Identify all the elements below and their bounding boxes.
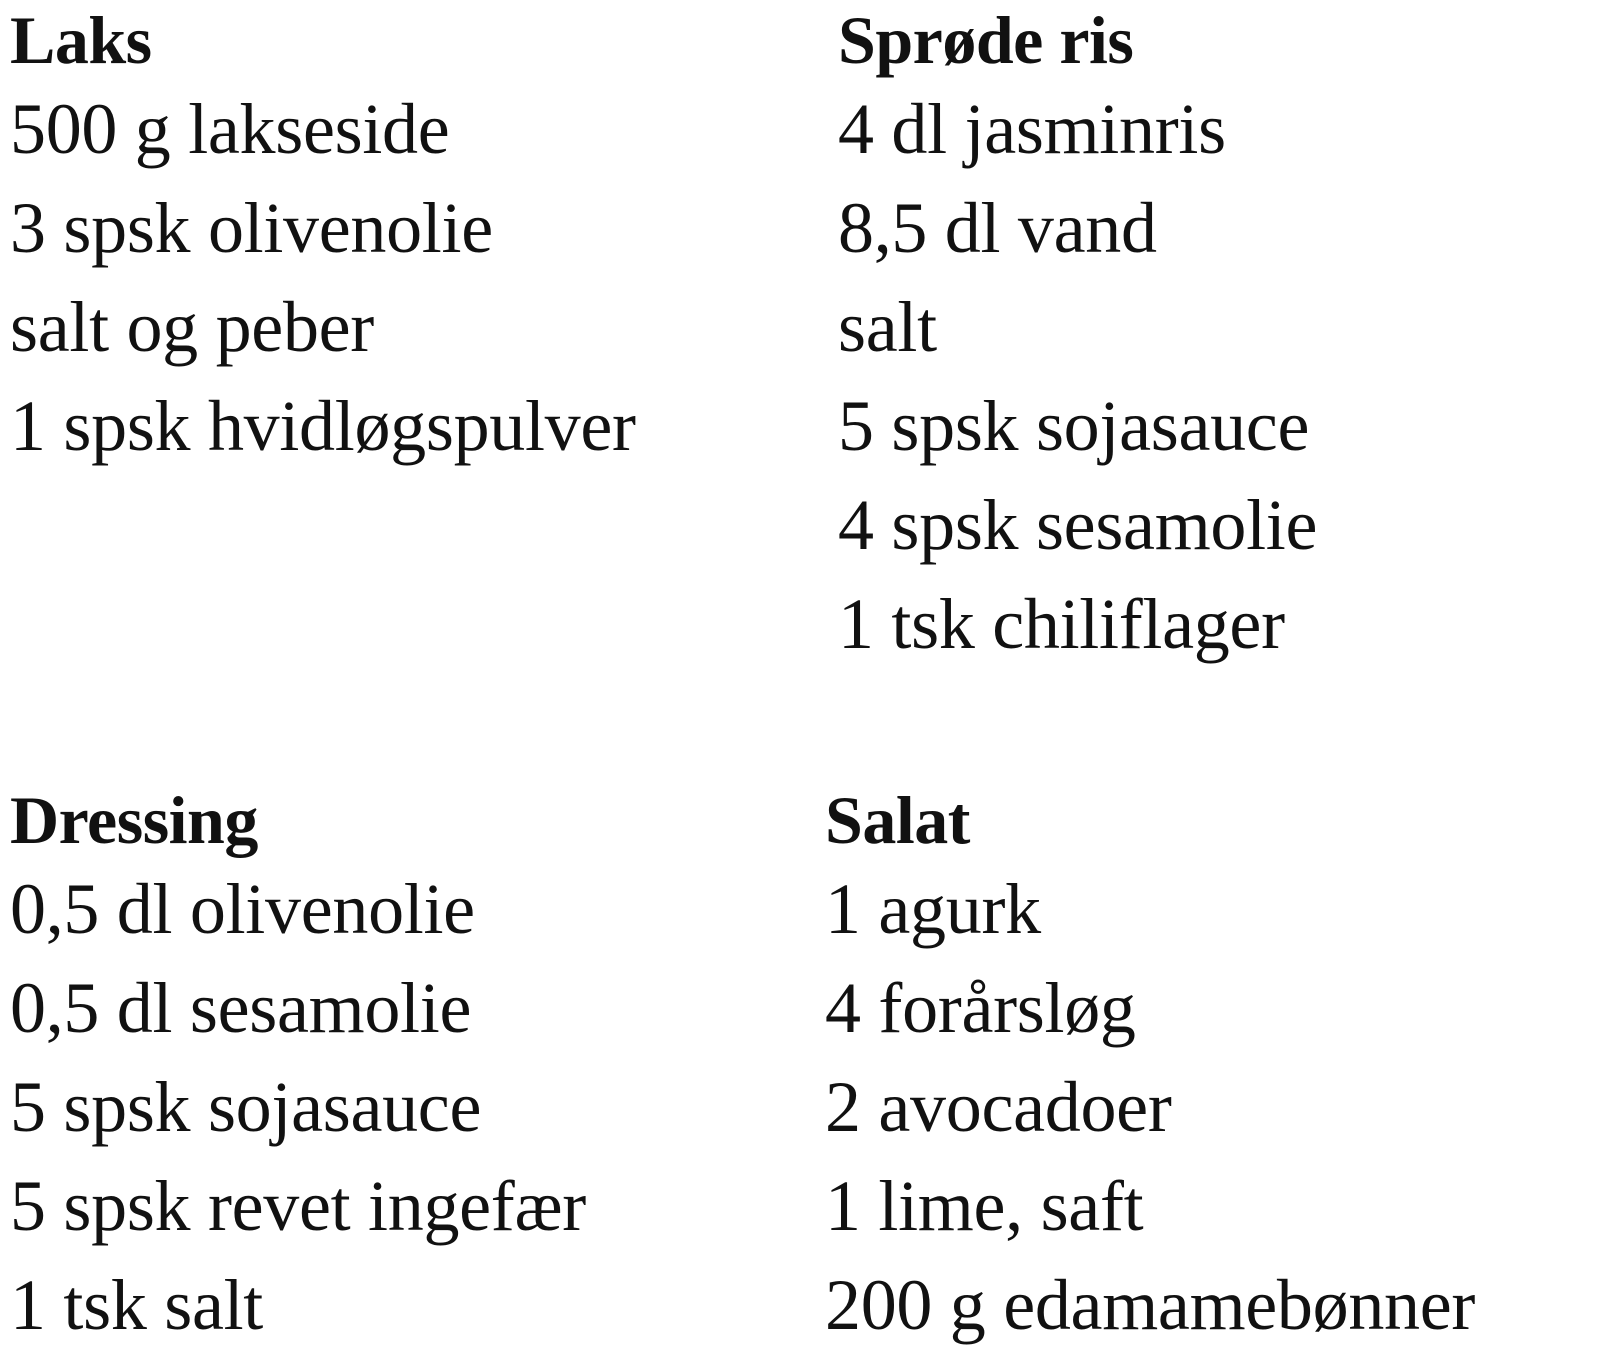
ingredient-item: salt og peber <box>10 287 374 367</box>
ingredient-item: 1 tsk chiliflager <box>838 584 1285 664</box>
ingredient-item: 5 spsk sojasauce <box>10 1067 482 1147</box>
ingredient-item: 0,5 dl sesamolie <box>10 968 472 1048</box>
ingredient-item: 5 spsk revet ingefær <box>10 1166 586 1246</box>
ingredient-item: 4 dl jasminris <box>838 89 1226 169</box>
section-heading: Laks <box>10 2 152 78</box>
ingredient-list <box>10 860 586 1355</box>
section-heading: Dressing <box>10 782 258 858</box>
ingredient-item: 200 g edamamebønner <box>825 1265 1476 1345</box>
ingredient-item: 1 lime, saft <box>825 1166 1144 1246</box>
ingredient-item: 1 spsk hvidløgspulver <box>10 386 636 466</box>
ingredient-item: 500 g lakseside <box>10 89 450 169</box>
ingredient-item: 2 avocadoer <box>825 1067 1172 1147</box>
ingredient-item: 4 forårsløg <box>825 968 1136 1048</box>
ingredient-list <box>10 80 636 476</box>
ingredient-item: 0,5 dl olivenolie <box>10 869 475 949</box>
ingredient-list <box>825 860 1475 1355</box>
ingredient-list <box>838 80 1317 674</box>
ingredient-item: 1 agurk <box>825 869 1041 949</box>
ingredient-item: 1 tsk salt <box>10 1265 264 1345</box>
ingredient-item: 8,5 dl vand <box>838 188 1157 268</box>
section-laks <box>10 0 636 476</box>
ingredient-item: 3 spsk olivenolie <box>10 188 493 268</box>
ingredient-item: 4 spsk sesamolie <box>838 485 1318 565</box>
section-heading: Sprøde ris <box>838 2 1134 78</box>
ingredient-item: 5 spsk sojasauce <box>838 386 1310 466</box>
ingredient-item: salt <box>838 287 937 367</box>
section-sprode-ris <box>838 0 1317 674</box>
section-heading: Salat <box>825 782 970 858</box>
section-dressing <box>10 780 586 1355</box>
section-salat <box>825 780 1475 1355</box>
